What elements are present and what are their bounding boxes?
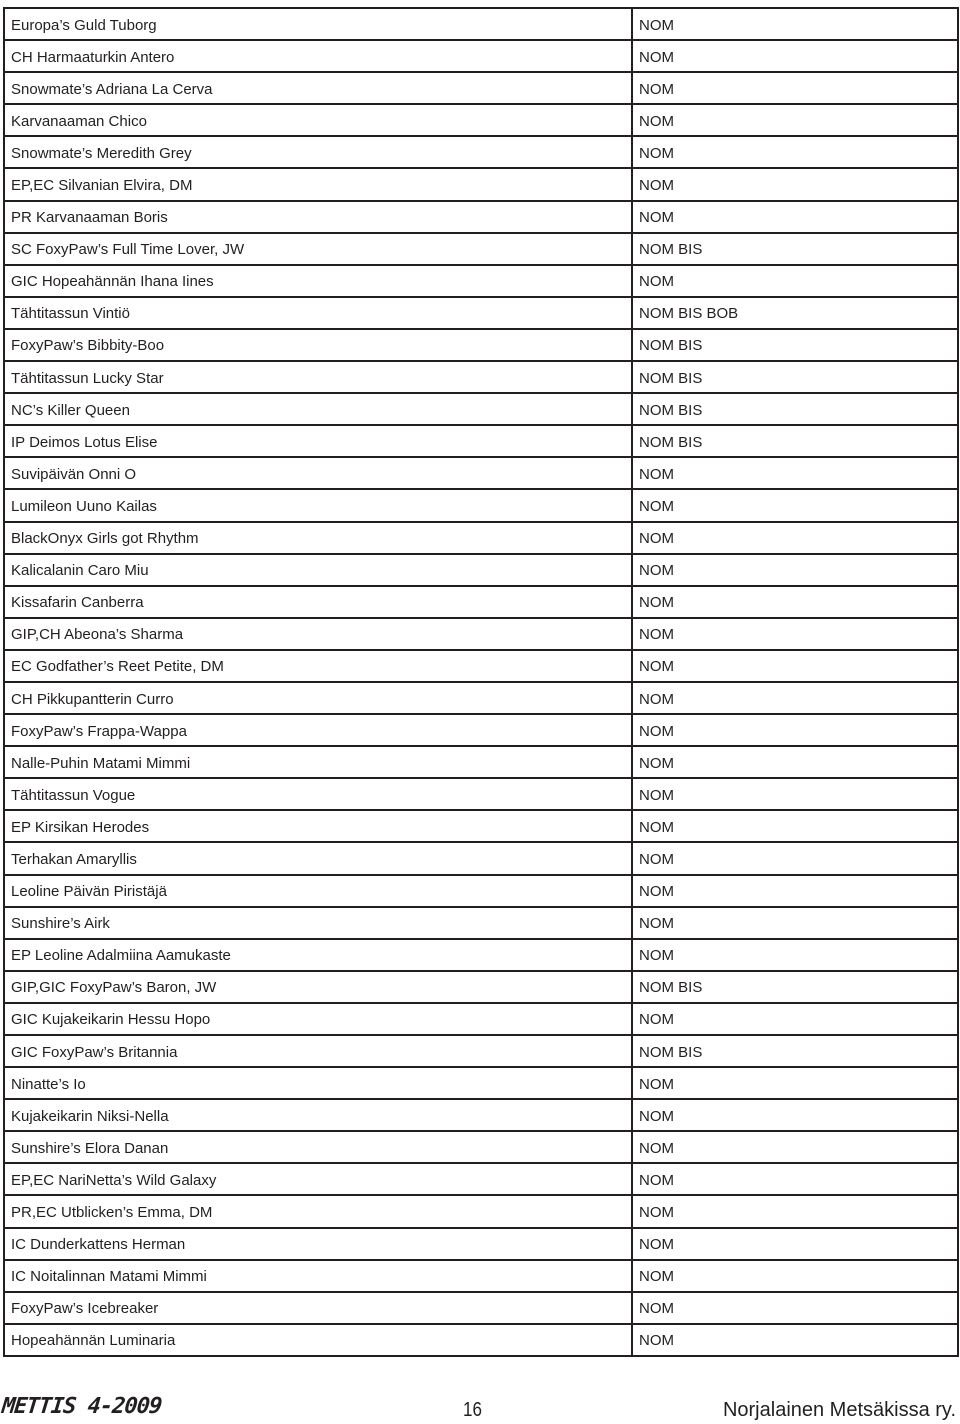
table-row [4, 329, 958, 361]
award-cell: NOM [632, 104, 958, 136]
award-cell: NOM BIS [632, 971, 958, 1003]
award-cell: NOM [632, 1099, 958, 1131]
cat-name-cell: EP Leoline Adalmiina Aamukaste [4, 939, 632, 971]
award-cell: NOM [632, 457, 958, 489]
cat-name-cell: IC Noitalinnan Matami Mimmi [4, 1260, 632, 1292]
award-cell: NOM [632, 489, 958, 521]
award-cell: NOM [632, 40, 958, 72]
award-cell: NOM [632, 136, 958, 168]
award-cell: NOM [632, 1067, 958, 1099]
award-cell: NOM [632, 618, 958, 650]
table-row [4, 1099, 958, 1131]
cat-name-cell: GIC Hopeahännän Ihana Iines [4, 265, 632, 297]
table-row [4, 393, 958, 425]
cat-name-cell: IC Dunderkattens Herman [4, 1228, 632, 1260]
table-row [4, 1003, 958, 1035]
table-row [4, 682, 958, 714]
award-cell: NOM BIS [632, 361, 958, 393]
table-row [4, 746, 958, 778]
magazine-name: METTIS 4-2009 [0, 1394, 163, 1419]
award-cell: NOM [632, 201, 958, 233]
award-cell: NOM BIS [632, 233, 958, 265]
table-row [4, 1067, 958, 1099]
cat-name-cell: Terhakan Amaryllis [4, 842, 632, 874]
cat-name-cell: IP Deimos Lotus Elise [4, 425, 632, 457]
table-row [4, 265, 958, 297]
cat-name-cell: EP,EC NariNetta’s Wild Galaxy [4, 1163, 632, 1195]
table-row [4, 842, 958, 874]
table-row [4, 72, 958, 104]
award-cell: NOM [632, 714, 958, 746]
award-cell: NOM BIS [632, 393, 958, 425]
cat-name-cell: PR Karvanaaman Boris [4, 201, 632, 233]
award-cell: NOM [632, 265, 958, 297]
award-cell: NOM BIS BOB [632, 297, 958, 329]
results-table-body [4, 8, 958, 1356]
table-row [4, 1131, 958, 1163]
table-row [4, 40, 958, 72]
cat-name-cell: PR,EC Utblicken’s Emma, DM [4, 1195, 632, 1227]
table-row [4, 489, 958, 521]
award-cell: NOM [632, 554, 958, 586]
award-cell: NOM [632, 1292, 958, 1324]
table-row [4, 714, 958, 746]
table-row [4, 168, 958, 200]
table-row [4, 939, 958, 971]
table-row [4, 875, 958, 907]
award-cell: NOM [632, 1163, 958, 1195]
cat-name-cell: FoxyPaw’s Frappa-Wappa [4, 714, 632, 746]
cat-name-cell: Tähtitassun Vintiö [4, 297, 632, 329]
cat-name-cell: Karvanaaman Chico [4, 104, 632, 136]
award-cell: NOM [632, 746, 958, 778]
cat-name-cell: GIC FoxyPaw’s Britannia [4, 1035, 632, 1067]
cat-name-cell: NC’s Killer Queen [4, 393, 632, 425]
cat-name-cell: Sunshire’s Airk [4, 907, 632, 939]
table-row [4, 1292, 958, 1324]
page-footer [0, 1392, 960, 1424]
cat-name-cell: EC Godfather’s Reet Petite, DM [4, 650, 632, 682]
table-row [4, 425, 958, 457]
cat-name-cell: Snowmate’s Adriana La Cerva [4, 72, 632, 104]
results-table [3, 7, 959, 1357]
award-cell: NOM [632, 168, 958, 200]
table-row [4, 1035, 958, 1067]
award-cell: NOM [632, 810, 958, 842]
award-cell: NOM BIS [632, 329, 958, 361]
cat-name-cell: FoxyPaw’s Icebreaker [4, 1292, 632, 1324]
cat-name-cell: Ninatte’s Io [4, 1067, 632, 1099]
cat-name-cell: Kujakeikarin Niksi-Nella [4, 1099, 632, 1131]
cat-name-cell: FoxyPaw’s Bibbity-Boo [4, 329, 632, 361]
table-row [4, 233, 958, 265]
cat-name-cell: GIC Kujakeikarin Hessu Hopo [4, 1003, 632, 1035]
cat-name-cell: SC FoxyPaw’s Full Time Lover, JW [4, 233, 632, 265]
table-row [4, 8, 958, 40]
table-row [4, 1163, 958, 1195]
table-row [4, 104, 958, 136]
page-number: 16 [463, 1399, 482, 1421]
cat-name-cell: Europa’s Guld Tuborg [4, 8, 632, 40]
table-row [4, 201, 958, 233]
award-cell: NOM [632, 875, 958, 907]
table-row [4, 554, 958, 586]
award-cell: NOM BIS [632, 1035, 958, 1067]
cat-name-cell: Tähtitassun Vogue [4, 778, 632, 810]
award-cell: NOM BIS [632, 425, 958, 457]
table-row [4, 907, 958, 939]
cat-name-cell: GIP,CH Abeona’s Sharma [4, 618, 632, 650]
table-row [4, 136, 958, 168]
table-row [4, 586, 958, 618]
award-cell: NOM [632, 682, 958, 714]
award-cell: NOM [632, 1131, 958, 1163]
cat-name-cell: Kissafarin Canberra [4, 586, 632, 618]
cat-name-cell: BlackOnyx Girls got Rhythm [4, 522, 632, 554]
cat-name-cell: Kalicalanin Caro Miu [4, 554, 632, 586]
award-cell: NOM [632, 1260, 958, 1292]
organization-name: Norjalainen Metsäkissa ry. [722, 1399, 956, 1421]
table-row [4, 1228, 958, 1260]
table-row [4, 650, 958, 682]
award-cell: NOM [632, 939, 958, 971]
table-row [4, 971, 958, 1003]
cat-name-cell: Suvipäivän Onni O [4, 457, 632, 489]
table-row [4, 297, 958, 329]
table-row [4, 1324, 958, 1356]
award-cell: NOM [632, 8, 958, 40]
cat-name-cell: Leoline Päivän Piristäjä [4, 875, 632, 907]
table-row [4, 810, 958, 842]
cat-name-cell: CH Harmaaturkin Antero [4, 40, 632, 72]
award-cell: NOM [632, 1324, 958, 1356]
cat-name-cell: Snowmate’s Meredith Grey [4, 136, 632, 168]
award-cell: NOM [632, 650, 958, 682]
cat-name-cell: EP Kirsikan Herodes [4, 810, 632, 842]
cat-name-cell: GIP,GIC FoxyPaw’s Baron, JW [4, 971, 632, 1003]
table-row [4, 1195, 958, 1227]
table-row [4, 618, 958, 650]
cat-name-cell: Hopeahännän Luminaria [4, 1324, 632, 1356]
award-cell: NOM [632, 907, 958, 939]
table-row [4, 457, 958, 489]
award-cell: NOM [632, 842, 958, 874]
award-cell: NOM [632, 1003, 958, 1035]
cat-name-cell: CH Pikkupantterin Curro [4, 682, 632, 714]
cat-name-cell: Tähtitassun Lucky Star [4, 361, 632, 393]
award-cell: NOM [632, 1195, 958, 1227]
award-cell: NOM [632, 1228, 958, 1260]
table-row [4, 778, 958, 810]
award-cell: NOM [632, 72, 958, 104]
table-row [4, 1260, 958, 1292]
award-cell: NOM [632, 522, 958, 554]
cat-name-cell: Sunshire’s Elora Danan [4, 1131, 632, 1163]
cat-name-cell: Nalle-Puhin Matami Mimmi [4, 746, 632, 778]
table-row [4, 522, 958, 554]
award-cell: NOM [632, 586, 958, 618]
cat-name-cell: EP,EC Silvanian Elvira, DM [4, 168, 632, 200]
award-cell: NOM [632, 778, 958, 810]
table-row [4, 361, 958, 393]
cat-name-cell: Lumileon Uuno Kailas [4, 489, 632, 521]
